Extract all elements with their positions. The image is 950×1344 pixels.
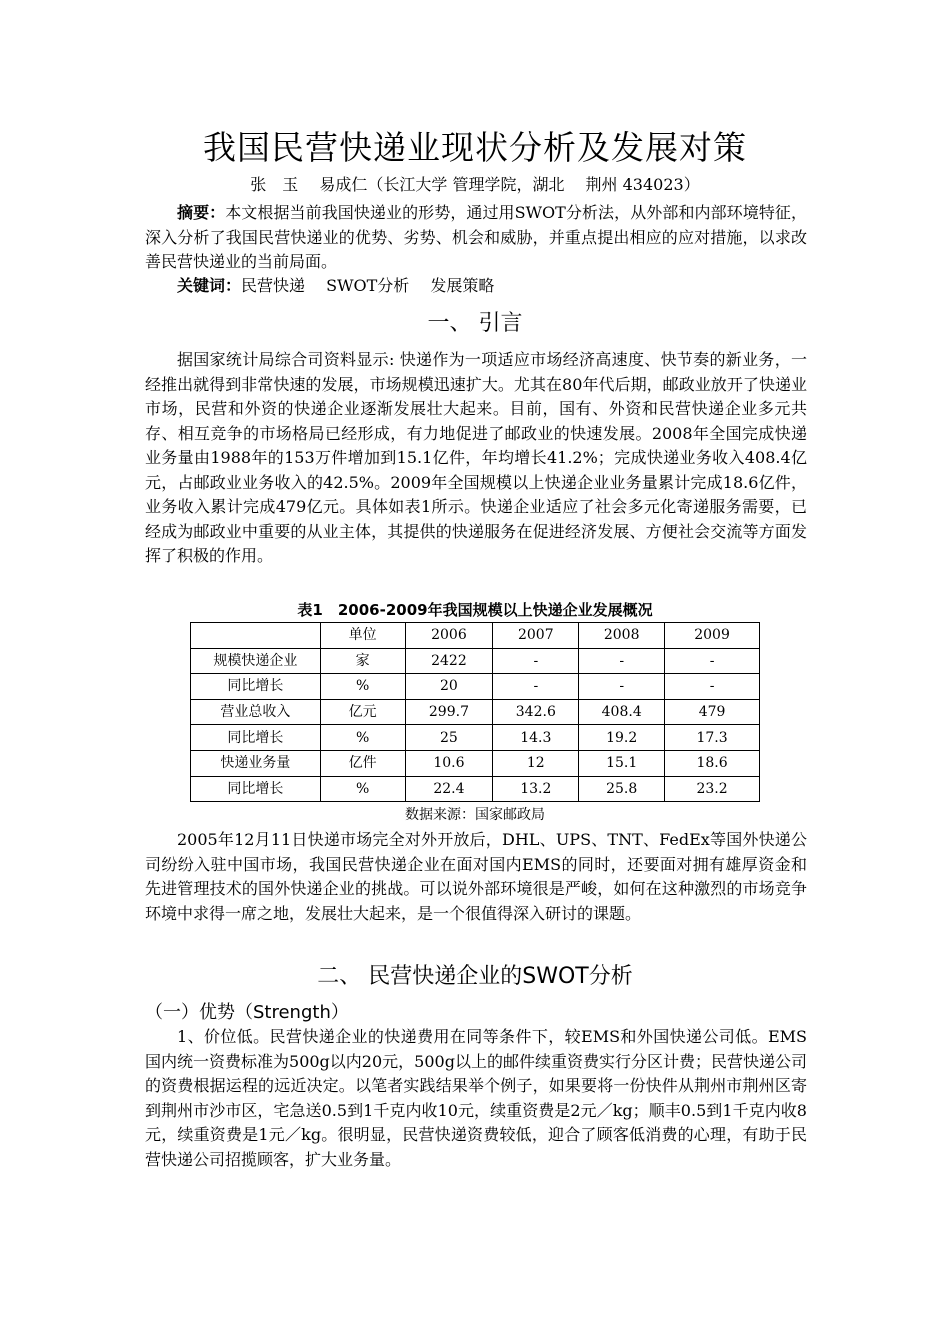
table-cell: 10.6 [405, 750, 493, 776]
table-cell: 2422 [405, 648, 493, 674]
table-cell: 13.2 [493, 776, 579, 802]
table-header-cell: 单位 [320, 623, 405, 649]
table-cell: 22.4 [405, 776, 493, 802]
intro-paragraph-1: 据国家统计局综合司资料显示: 快递作为一项适应市场经济高速度、快节奏的新业务，一经推出就得到非常快速的发展，市场规模迅速扩大。尤其在80年代后期，邮政业放开了快递业市场，民营和外资的快递企业逐渐发展壮大起来。目前，国有、外资和民营快递企业多元共存、相互竞争的市场格局已经形成，有力地促进了邮政业的快速发展。2008年全国完成快递业务量由1988年的153万件增加到15.1亿件，年均增长41.2%；完成快递业务收入408.4亿元，占邮政业业务收入的42.5%。2009年全国规模以上快递企业业务量累计完成18.6亿件，业务收入累计完成479亿元。具体如表1所示。快递企业适应了社会多元化寄递服务需要，已经成为邮政业中重要的从业主体，其提供的快递服务在促进经济发展、方便社会交流等方面发挥了积极的作用。 [145, 350, 807, 565]
table-source: 数据来源：国家邮政局 [405, 807, 545, 823]
table-cell: 家 [320, 648, 405, 674]
table-cell: - [579, 648, 665, 674]
table-cell: 12 [493, 750, 579, 776]
table-cell: 18.6 [665, 750, 760, 776]
table-cell: 同比增长 [191, 725, 321, 751]
table-cell: 同比增长 [191, 776, 321, 802]
table-cell: 19.2 [579, 725, 665, 751]
table-cell: % [320, 725, 405, 751]
keywords-label: 关键词： [177, 276, 242, 295]
paper-title: 我国民营快递业现状分析及发展对策 [203, 128, 747, 167]
table-row [191, 776, 760, 802]
table-cell: 25.8 [579, 776, 665, 802]
table-row [191, 699, 760, 725]
author-line: 张 玉 易成仁（长江大学 管理学院，湖北 荆州 434023） [250, 175, 700, 194]
express-stats-table [190, 622, 760, 802]
table-cell: 同比增长 [191, 674, 321, 700]
table-header-cell: 2006 [405, 623, 493, 649]
strength-paragraph-1: 1、价位低。民营快递企业的快递费用在同等条件下，较EMS和外国快递公司低。EMS国内统一资费标准为500g以内20元，500g以上的邮件续重资费实行分区计费；民营快递公司的资费根据运程的远近决定。以笔者实践结果举个例子，如果要将一份快件从荆州市荆州区寄到荆州市沙市区，宅急送0.5到1千克内收10元，续重资费是2元／kg；顺丰0.5到1千克内收8元，续重资费是1元／kg。很明显，民营快递资费较低，迎合了顾客低消费的心理，有助于民营快递公司招揽顾客，扩大业务量。 [145, 1027, 807, 1169]
abstract [145, 201, 807, 275]
table-cell: 亿元 [320, 699, 405, 725]
table-cell: % [320, 776, 405, 802]
table-cell: - [493, 648, 579, 674]
table-row [191, 750, 760, 776]
table-cell: 规模快递企业 [191, 648, 321, 674]
table-cell: 亿件 [320, 750, 405, 776]
section-heading-introduction: 一、 引言 [427, 311, 523, 336]
table-cell: % [320, 674, 405, 700]
table-cell: 25 [405, 725, 493, 751]
section-heading-swot: 二、 民营快递企业的SWOT分析 [317, 964, 633, 989]
table-caption: 表1 2006-2009年我国规模以上快递企业发展概况 [297, 601, 653, 619]
table-header-cell: 2008 [579, 623, 665, 649]
abstract-text: 本文根据当前我国快递业的形势，通过用SWOT分析法，从外部和内部环境特征，深入分析了我国民营快递业的优势、劣势、机会和威胁，并重点提出相应的应对措施，以求改善民营快递业的当前局面。 [145, 203, 807, 271]
table-cell: 342.6 [493, 699, 579, 725]
table-cell: - [493, 674, 579, 700]
table-cell: - [579, 674, 665, 700]
table-cell: 营业总收入 [191, 699, 321, 725]
table-cell: 15.1 [579, 750, 665, 776]
table-cell: 快递业务量 [191, 750, 321, 776]
table-cell: 14.3 [493, 725, 579, 751]
table-header-cell: 2007 [493, 623, 579, 649]
table-cell: 299.7 [405, 699, 493, 725]
table-cell: 17.3 [665, 725, 760, 751]
table-row [191, 674, 760, 700]
abstract-label: 摘要： [177, 203, 226, 222]
table-header-cell [191, 623, 321, 649]
table-cell: 20 [405, 674, 493, 700]
keywords [145, 274, 807, 299]
table-cell: - [665, 674, 760, 700]
subsection-heading-strength: （一）优势（Strength） [145, 1002, 349, 1023]
table-row [191, 648, 760, 674]
table-row [191, 725, 760, 751]
table-cell: 408.4 [579, 699, 665, 725]
keywords-text: 民营快递 SWOT分析 发展策略 [241, 276, 495, 295]
table-header-cell: 2009 [665, 623, 760, 649]
table-cell: - [665, 648, 760, 674]
intro-paragraph-2: 2005年12月11日快递市场完全对外开放后，DHL、UPS、TNT、FedEx等国外快递公司纷纷入驻中国市场，我国民营快递企业在面对国内EMS的同时，还要面对拥有雄厚资金和先进管理技术的国外快递企业的挑战。可以说外部环境很是严峻，如何在这种激烈的市场竞争环境中求得一席之地，发展壮大起来，是一个很值得深入研讨的课题。 [145, 830, 807, 923]
table-cell: 23.2 [665, 776, 760, 802]
table-header-row [191, 623, 760, 649]
table-cell: 479 [665, 699, 760, 725]
